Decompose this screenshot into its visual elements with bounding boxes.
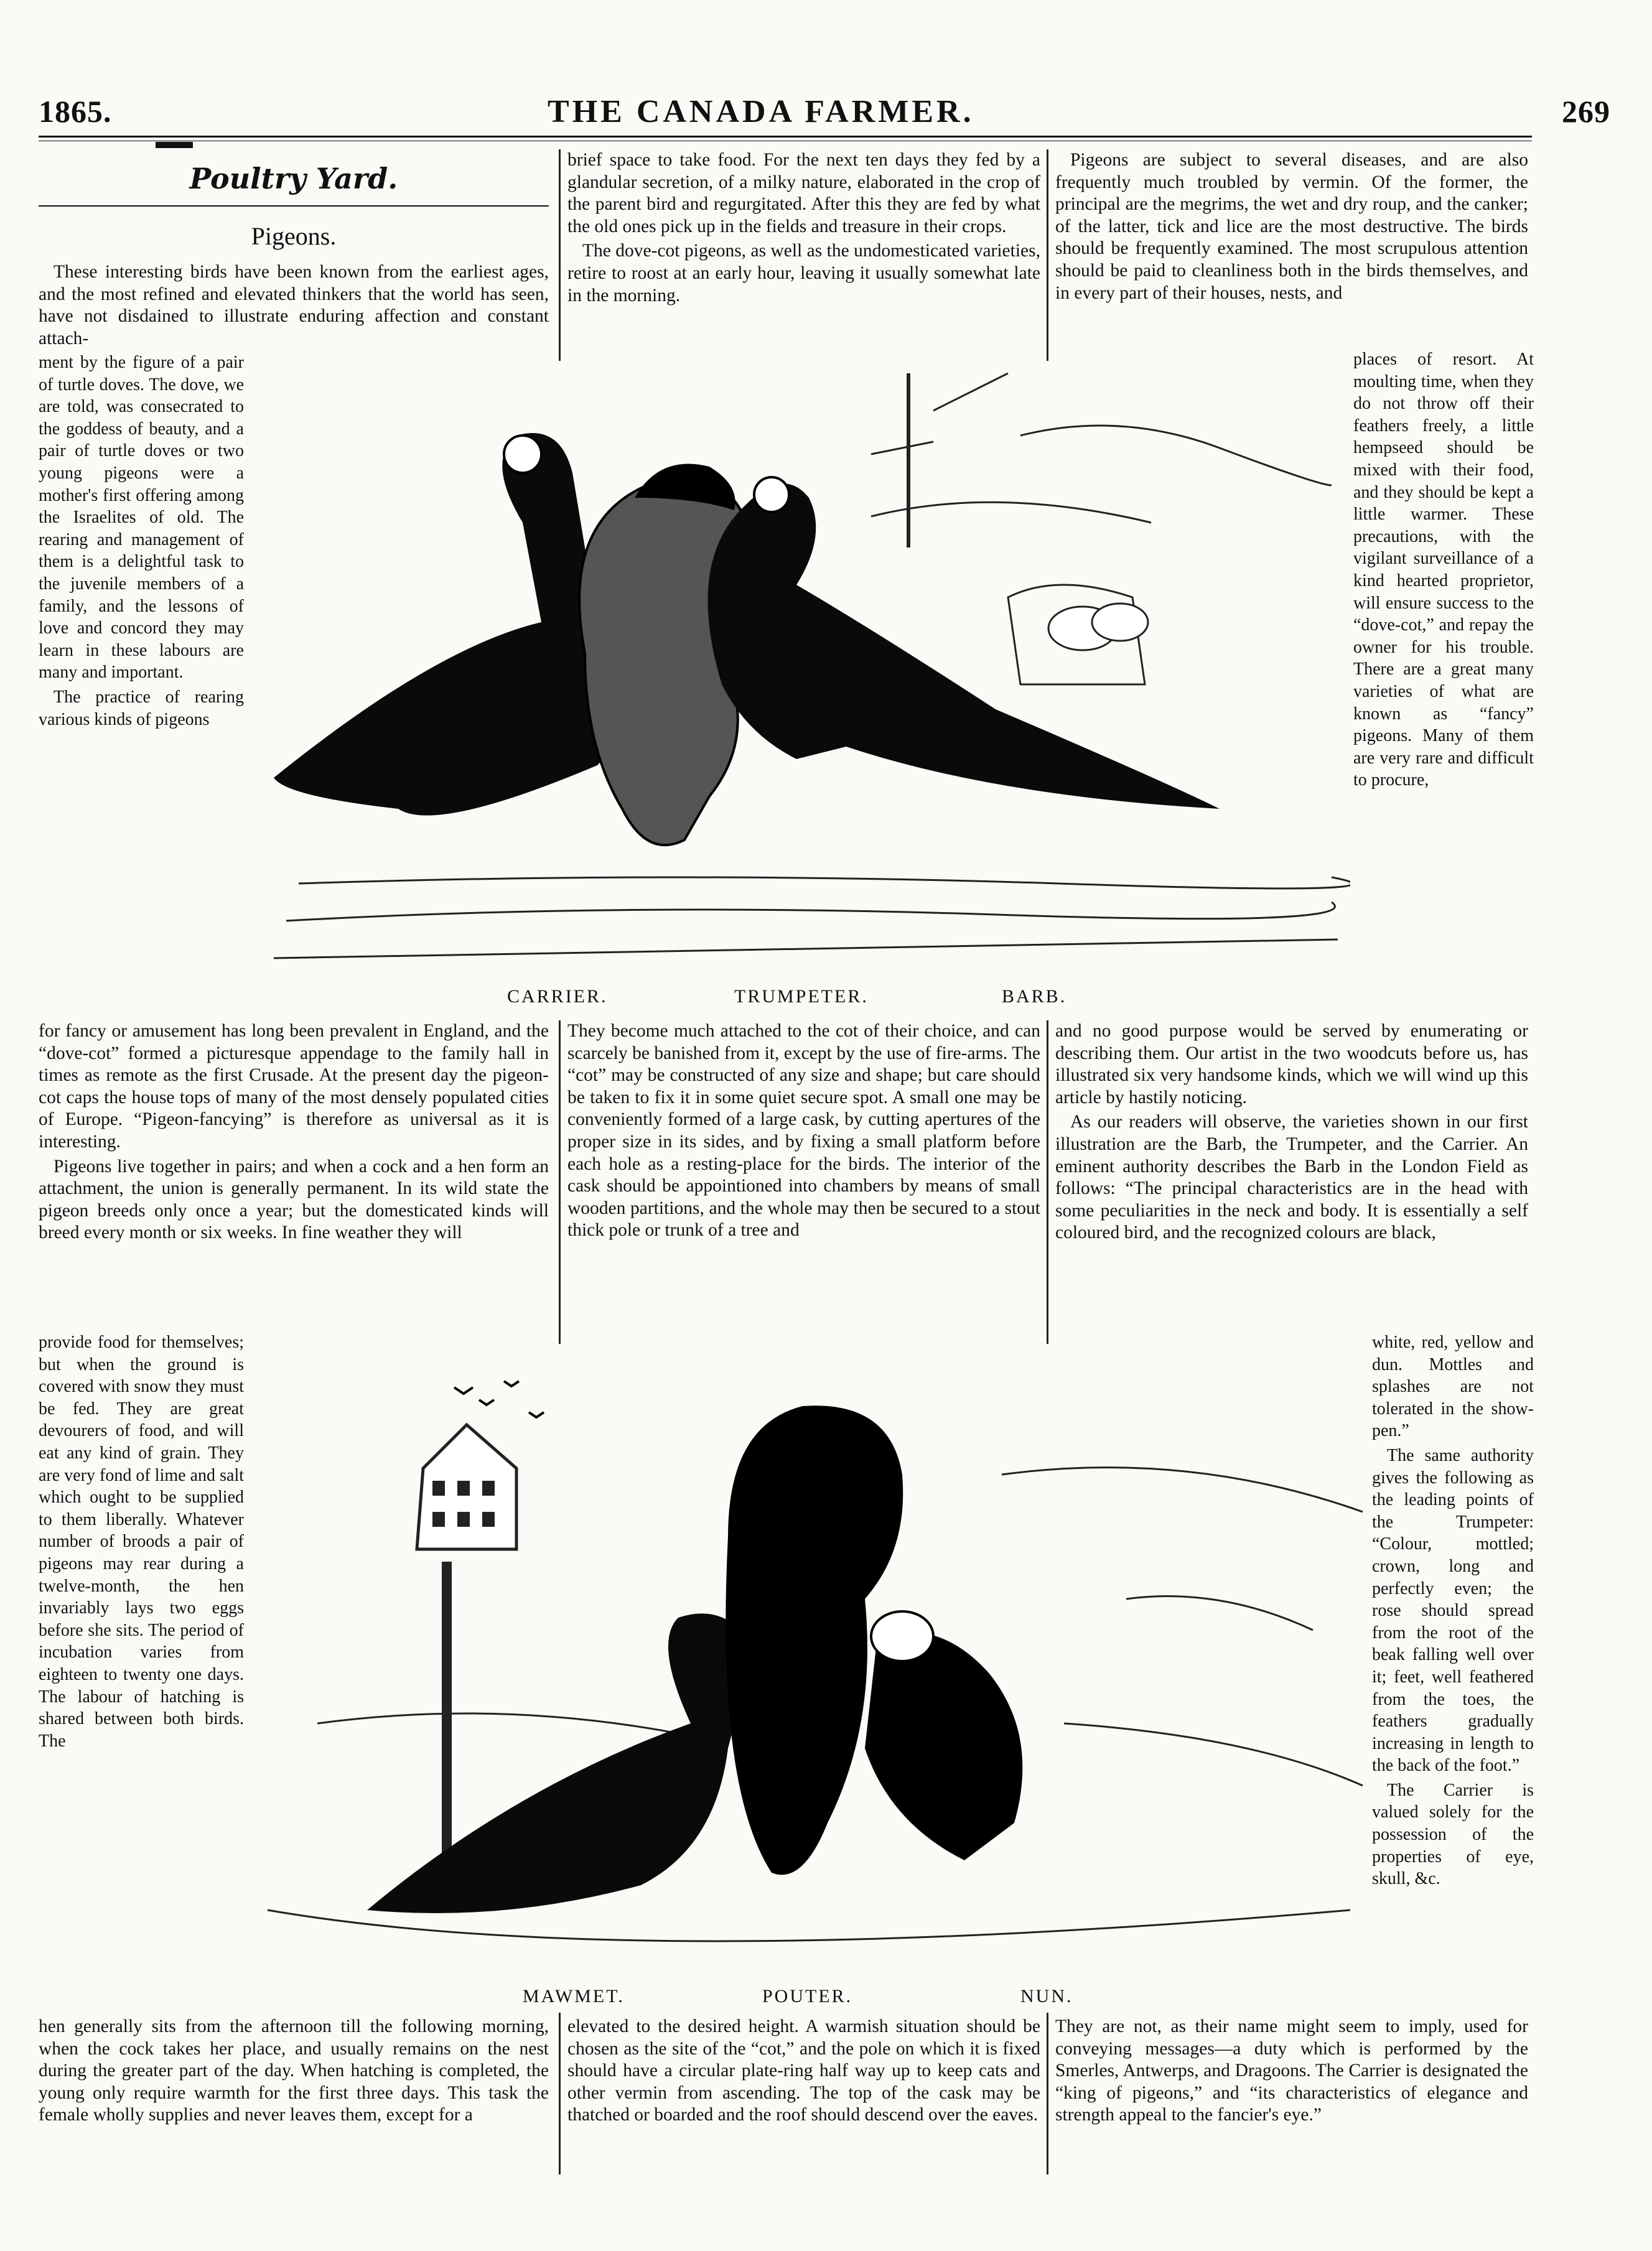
- page-number: 269: [1562, 94, 1610, 129]
- caption-mawmet: MAWMET.: [523, 1986, 625, 2006]
- caption-barb: BARB.: [1002, 986, 1067, 1007]
- carrier-eye-wattle: [504, 436, 541, 473]
- col3-narrow-text: places of resort. At moulting time, when they do not throw off their feathers freely, a little hempseed should be mixed with their food, and they should be kept a little warmer. These precautions, with the vigilant surveillance of a kind hearted proprietor, will ensure success to the “dove-cot,” and repay the owner for his trouble. There are a great many varieties of what are known as “fancy” pigeons. Many of them are very rare and difficult to procure,: [1353, 350, 1534, 790]
- col2-top-text: brief space to take food. For the next ten days they fed by a glandular secretion, of a milky nature, elaborated in the crop of the parent bird and regurgitated. After this they are fed by what the old ones pick up in the fields and treasure in their crops. The dove-cot pigeons, as well as the undomesticated varieties, retire to roost at an early hour, leaving it usually somewhat late in the morning.: [567, 150, 1040, 305]
- col3-top-text: Pigeons are subject to several diseases, and are also frequently much troubled by vermin. Of the former, the principal are the megrims, the wet and dry roup, and the canker; of the latter, tick and lice are the most destructive. The birds should be frequently examined. The most scrupulous attention should be paid to cleanliness both in the birds themselves, and in every part of their houses, nests, and: [1055, 150, 1528, 303]
- col1-bottom-text: hen generally sits from the afternoon till the following morning, when the cock takes her place, and usually remains on the nest during the greater part of the day. When hatching is completed, the young only require warmth for the first three days. This task the female wholly supplies and never leaves them, except for a: [39, 2016, 549, 2125]
- col1-narrow-text: ment by the figure of a pair of turtle doves. The dove, we are told, was consecrated to the goddess of beauty, and a pair of turtle doves or two young pigeons were a mother's first offering among the Israelites of old. The rearing and management of them is a delightful task to the juvenile members of a family, and the lessons of love and concord they may learn in these labours are many and important. The practice of rearing various kinds of pigeons: [39, 353, 244, 729]
- caption-nun: NUN.: [1020, 1986, 1073, 2006]
- barb-eye-wattle: [754, 477, 789, 512]
- caption-trumpeter: TRUMPETER.: [734, 986, 869, 1007]
- egg: [1092, 604, 1148, 641]
- column-divider: [1047, 149, 1048, 361]
- col3-mid-text: and no good purpose would be served by enumerating or describing them. Our artist in the two woodcuts before us, has illustrated six very handsome kinds, which we will wind up this article by hastily noticing. As our readers will observe, the varieties shown in our first illustration are the Barb, the Trumpeter, and the Carrier. An eminent authority describes the Barb in the London Field as follows: “The principal characteristics are in the head with some peculiarities in the neck and body. It is essentially a self coloured bird, and the recognized colours are black,: [1055, 1021, 1528, 1243]
- column-divider: [559, 1020, 561, 1344]
- nun-head: [871, 1611, 933, 1661]
- caption-carrier: CARRIER.: [507, 986, 608, 1007]
- col1-top-text: These interesting birds have been known from the earliest ages, and the most refined and elevated thinkers that the world has seen, have not disdained to illustrate enduring affection and constant attach-: [39, 262, 549, 348]
- page-title: THE CANADA FARMER.: [548, 94, 974, 129]
- column-divider: [1047, 2013, 1048, 2174]
- header-rule-mark: [156, 142, 193, 148]
- section-title: Poultry Yard.: [189, 162, 398, 195]
- dovecote-pole: [442, 1562, 452, 1854]
- header-rule: [39, 136, 1532, 137]
- col2-mid-text: They become much attached to the cot of their choice, and can scarcely be banished from it, except by the use of fire-arms. The “cot” may be constructed of any size and shape; but care should be taken to fix it in some quiet secure spot. A small one may be conveniently formed of a large cask, by cutting apertures of the proper size in its sides, and by fixing a small platform before each hole as a resting-place for the birds. The interior of the cask should be appointioned into chambers by means of small wooden partitions, and the whole may then be secured to a stout thick pole or trunk of a tree and: [567, 1021, 1040, 1241]
- col1-narrow2-text: provide food for themselves; but when the ground is covered with snow they must be fed. They are great devourers of food, and will eat any kind of grain. They are very fond of lime and salt which ought to be supplied to them liberally. Whatever number of broods a pair of pigeons may rear during a twelve-month, the hen invariably lays two eggs before she sits. The period of incubation varies from eighteen to twenty one days. The labour of hatching is shared between both birds. The: [39, 1333, 244, 1751]
- column-divider: [559, 149, 561, 361]
- barb-pigeon: [708, 483, 1220, 809]
- mawmet-pigeon: [367, 1613, 742, 1913]
- col3-narrow2-text: white, red, yellow and dun. Mottles and splashes are not tolerated in the show-pen.” The same authority gives the following as the leading points of the Trumpeter: “Colour, mottled; crown, long and perfectly even; the rose should spread from the root of the beak falling well over it; feet, well feathered from the toes, the feathers gradually increasing in length to the back of the foot.” The Carrier is valued solely for the possession of the properties of eye, skull, &c.: [1372, 1333, 1534, 1889]
- flying-birds: [454, 1381, 544, 1417]
- column-divider: [1047, 1020, 1048, 1344]
- col2-bottom-text: elevated to the desired height. A warmish situation should be chosen as the site of the “cot,” and the pole on which it is fixed should have a circular plate-ring half way up to keep cats and other vermin from ascending. The top of the cask may be thatched or boarded and the roof should descend over the eaves.: [567, 2016, 1040, 2125]
- section-rule: [39, 205, 549, 207]
- caption-pouter: POUTER.: [762, 1986, 853, 2006]
- woodcut-mawmet-pouter-nun: [255, 1350, 1369, 1991]
- article-title: Pigeons.: [251, 222, 337, 250]
- issue-year: 1865.: [39, 94, 112, 129]
- column-divider: [559, 2013, 561, 2174]
- col1-mid-text: for fancy or amusement has long been prevalent in England, and the “dove-cot” formed a picturesque appendage to the family hall in times as remote as the first Crusade. At the present day the pigeon-cot caps the house tops of many of the most densely populated cities of Europe. “Pigeon-fancying” is therefore as universal as it is interesting. Pigeons live together in pairs; and when a cock and a hen form an attachment, the union is generally permanent. In its wild state the pigeon breeds only once a year; but the domesticated kinds will breed every month or six weeks. In fine weather they will: [39, 1021, 549, 1243]
- nun-pigeon: [865, 1632, 1022, 1861]
- woodcut-carrier-trumpeter-barb: [249, 361, 1350, 989]
- col3-bottom-text: They are not, as their name might seem to imply, used for conveying messages—a duty which is performed by the Smerles, Antwerps, and Dragoons. The Carrier is designated the “king of pigeons,” and “its characteristics of elegance and strength appeal to the fancier's eye.”: [1055, 2016, 1528, 2125]
